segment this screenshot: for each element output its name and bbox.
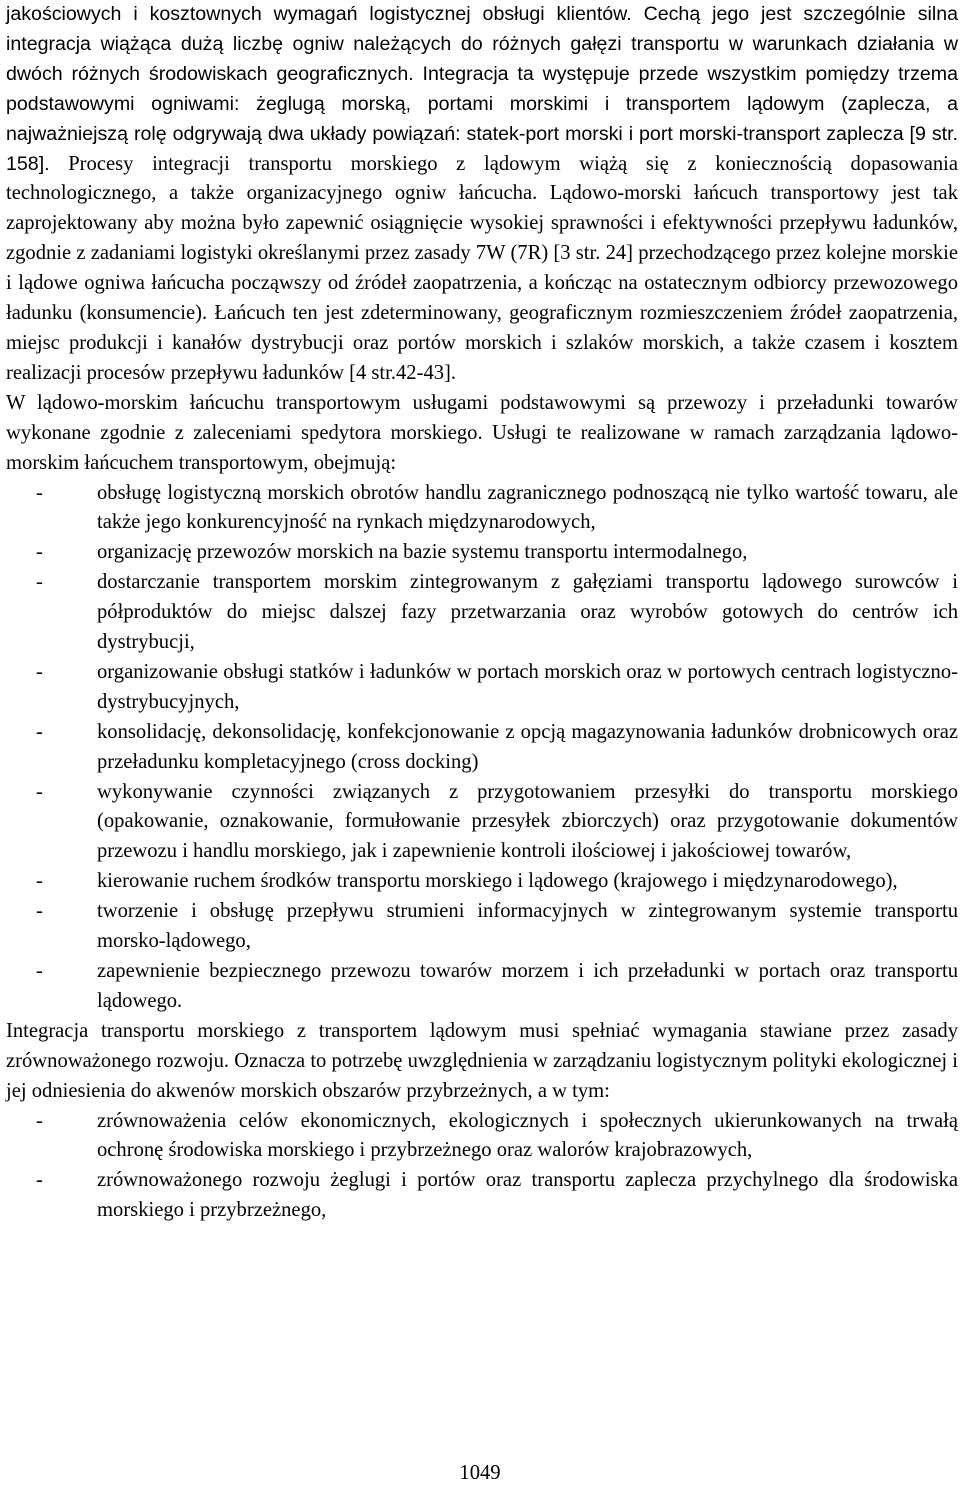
- sustainability-list: [6, 1107, 958, 1227]
- list-item-text: organizowanie obsługi statków i ładunków w portach morskich oraz w portowych centrach logistyczno-dystrybucyjnych,: [97, 660, 958, 713]
- page-number: 1049: [459, 1462, 501, 1484]
- list-item: [6, 897, 958, 957]
- list-item: [6, 658, 958, 718]
- paragraph-integration-sans-part: jakościowych i kosztownych wymagań logistycznej obsługi klientów. Cechą jego jest szczególnie silna integracja wiążąca dużą liczbę ogniw należących do różnych gałęzi transportu w warunkach działania w dwóch różnych środowiskach geograficznych. Integracja ta występuje przede wszystkim pomiędzy trzema podstawowymi ogniwami: żeglugą morską, portami morskimi i transportem lądowym (zaplecza, a najważniejszą rolę odgrywają dwa układy powiązań: statek-port morski i port morski-transport zaplecza [9 str. 158].: [6, 3, 958, 175]
- paragraph-services-intro: W lądowo-morskim łańcuchu transportowym usługami podstawowymi są przewozy i przeładunki towarów wykonane zgodnie z zaleceniami spedytora morskiego. Usługi te realizowane w ramach zarządzania lądowo-morskim łańcuchem transportowym, obejmują:: [6, 391, 958, 474]
- paragraph-integration: [6, 0, 958, 389]
- dash-bullet: -: [36, 870, 43, 893]
- list-item: [6, 1166, 958, 1226]
- paragraph-integration-serif-part: Procesy integracji transportu morskiego z lądowym wiążą się z koniecznością dopasowania technologicznego, a także organizacyjnego ogniw łańcucha. Lądowo-morski łańcuch transportowy jest tak zaprojektowany aby można było zapewnić osiągnięcie wysokiej sprawności i efektywności przepływu ładunków, zgodnie z zadaniami logistyki określanymi przez zasady 7W (7R) [3 str. 24] przechodzącego przez kolejne morskie i lądowe ogniwa łańcucha począwszy od źródeł zaopatrzenia, a kończąc na ostatecznym odbiorcy przewozowego ładunku (konsumencie). Łańcuch ten jest zdeterminowany, geograficznym rozmieszczeniem źródeł zaopatrzenia, miejsc produkcji i kanałów dystrybucji oraz portów morskich i szlaków morskich, a także czasem i kosztem realizacji procesów przepływu ładunków [4 str.42-43].: [6, 152, 958, 384]
- dash-bullet: -: [36, 541, 43, 564]
- dash-bullet: -: [36, 960, 43, 982]
- list-item-text: konsolidację, dekonsolidację, konfekcjonowanie z opcją magazynowania ładunków drobnicowych oraz przeładunku kompletacyjnego (cross docking): [97, 720, 958, 773]
- dash-bullet: -: [36, 660, 43, 683]
- list-item-text: zrównoważenia celów ekonomicznych, ekologicznych i społecznych ukierunkowanych na trwałą ochronę środowiska morskiego i przybrzeżnego oraz walorów krajobrazowych,: [97, 1109, 958, 1162]
- document-page: [6, 0, 958, 1226]
- list-item: [6, 538, 958, 568]
- dash-bullet: -: [36, 1109, 43, 1132]
- list-item-text: zrównoważonego rozwoju żeglugi i portów oraz transportu zaplecza przychylnego dla środowiska morskiego i przybrzeżnego,: [97, 1169, 958, 1222]
- list-item-text: zapewnienie bezpiecznego przewozu towarów morzem i ich przeładunki w portach oraz transportu lądowego.: [97, 960, 958, 1012]
- services-list: [6, 479, 958, 1017]
- list-item: [6, 957, 958, 1017]
- dash-bullet: -: [36, 1169, 43, 1192]
- list-item: [6, 718, 958, 778]
- list-item: [6, 867, 958, 897]
- list-item: [6, 778, 958, 868]
- list-item-text: dostarczanie transportem morskim zintegrowanym z gałęziami transportu lądowego surowców i półproduktów do miejsc dalszej fazy przetwarzania oraz wyrobów gotowych do centrów ich dystrybucji,: [97, 571, 958, 654]
- list-item-text: kierowanie ruchem środków transportu morskiego i lądowego (krajowego i międzynarodowego),: [97, 870, 898, 893]
- list-item-text: organizację przewozów morskich na bazie systemu transportu intermodalnego,: [97, 541, 748, 564]
- dash-bullet: -: [36, 481, 43, 504]
- dash-bullet: -: [36, 571, 43, 594]
- dash-bullet: -: [36, 720, 43, 743]
- dash-bullet: -: [36, 780, 43, 803]
- paragraph-sustainability: Integracja transportu morskiego z transportem lądowym musi spełniać wymagania stawiane przez zasady zrównoważonego rozwoju. Oznacza to potrzebę uwzględnienia w zarządzaniu logistycznym polityki ekologicznej i jej odniesienia do akwenów morskich obszarów przybrzeżnych, a w tym:: [6, 1019, 958, 1102]
- list-item-text: wykonywanie czynności związanych z przygotowaniem przesyłki do transportu morskiego (opakowanie, oznakowanie, formułowanie przesyłek zbiorczych) oraz przygotowanie dokumentów przewozu i handlu morskiego, jak i zapewnienie kontroli ilościowej i jakościowej towarów,: [97, 780, 958, 863]
- list-item: [6, 568, 958, 658]
- list-item: [6, 1107, 958, 1167]
- dash-bullet: -: [36, 900, 43, 923]
- list-item: [6, 479, 958, 539]
- list-item-text: tworzenie i obsługę przepływu strumieni informacyjnych w zintegrowanym systemie transportu morsko-lądowego,: [97, 900, 958, 953]
- list-item-text: obsługę logistyczną morskich obrotów handlu zagranicznego podnoszącą nie tylko wartość towaru, ale także jego konkurencyjność na rynkach międzynarodowych,: [97, 481, 958, 534]
